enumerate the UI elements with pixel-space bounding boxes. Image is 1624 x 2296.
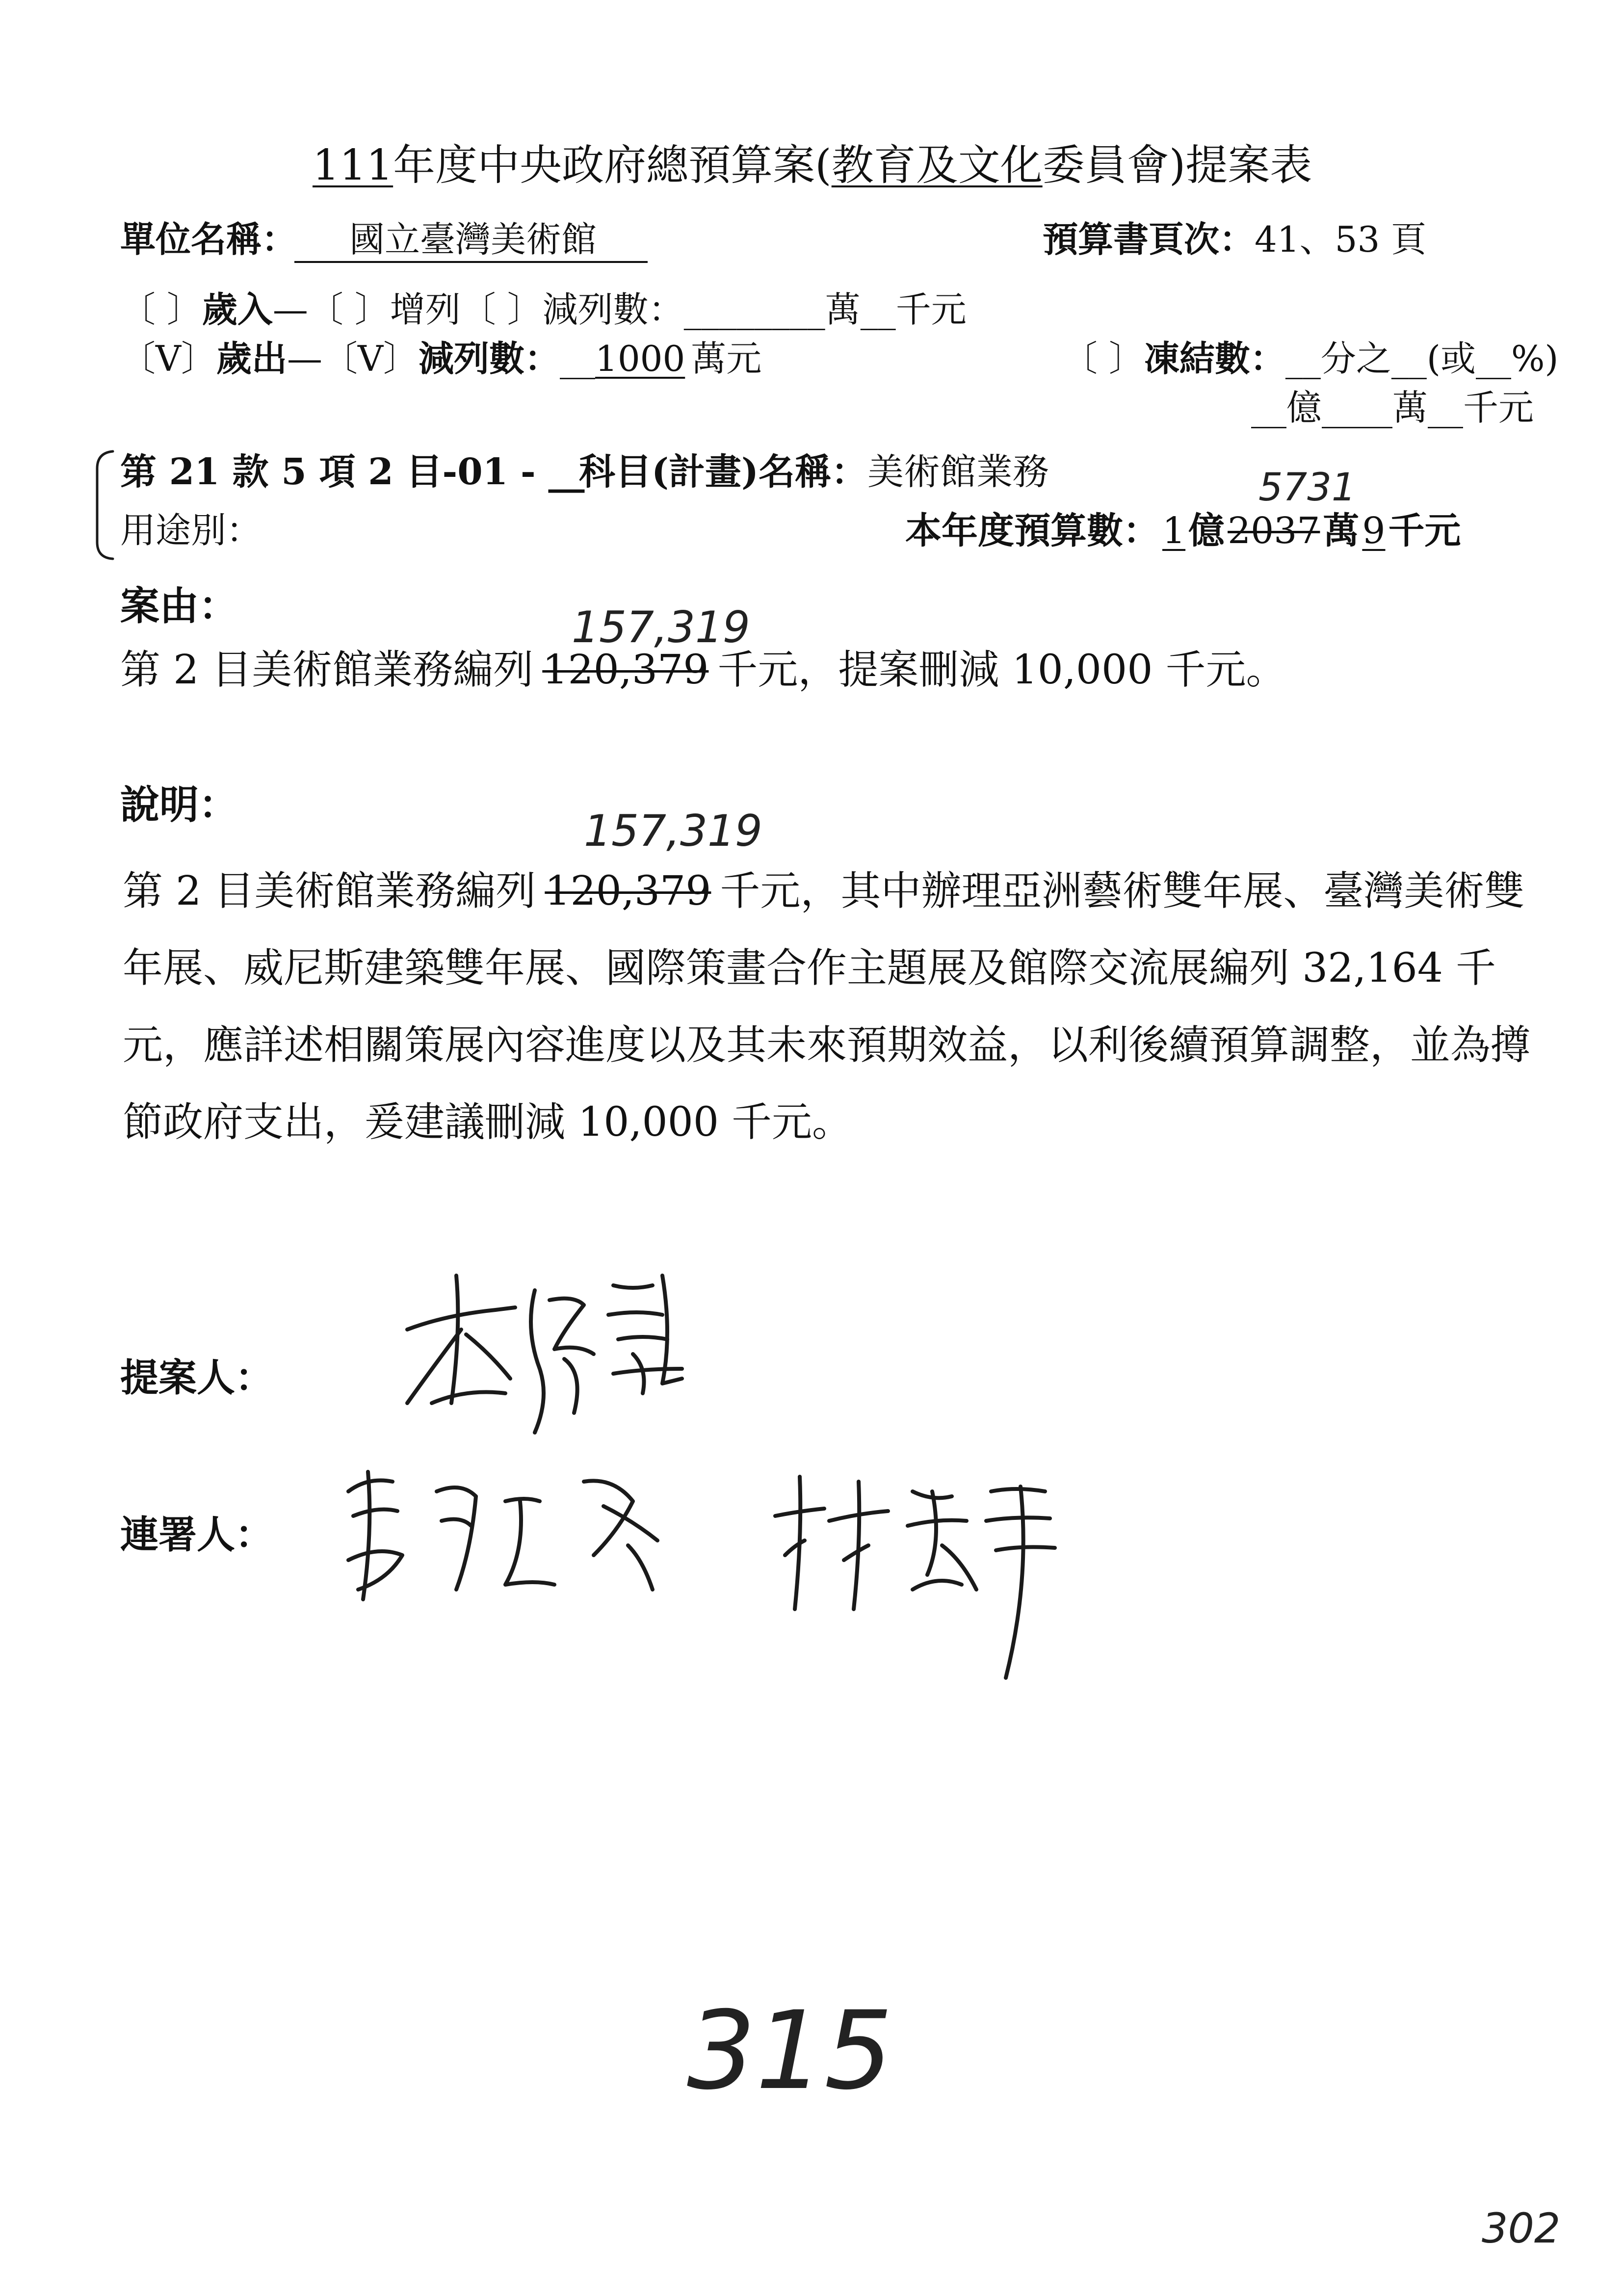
revenue-units: 萬__千元	[825, 289, 967, 330]
freeze-checkbox: 〔 〕	[1062, 338, 1144, 379]
explanation-old-amount: 120,379	[545, 868, 711, 914]
revenue-checkbox: 〔 〕	[120, 289, 202, 330]
title-text-a: 年度中央政府總預算案(	[393, 141, 832, 190]
handwritten-number-corner: 302	[1482, 2204, 1561, 2252]
reason-suffix: 千元，提案刪減 10,000 千元。	[717, 647, 1286, 693]
explanation-new-amount: 157,319	[584, 806, 762, 856]
budget-pages-label: 預算書頁次：	[1043, 218, 1255, 260]
freeze-amount-line: __億____萬__千元	[1251, 387, 1534, 428]
reduce-pad: __	[560, 338, 596, 379]
cosigners-label: 連署人：	[120, 1513, 274, 1557]
annual-budget-wan-new: 5731	[1258, 466, 1356, 510]
proposer-label: 提案人：	[120, 1356, 274, 1400]
reduce-amount: 1000	[595, 338, 685, 379]
subject-value: 美術館業務	[867, 451, 1049, 493]
cosigner-signature-2	[765, 1462, 1070, 1688]
revenue-label: 歲入	[202, 288, 273, 330]
annual-budget-wan-old: 2037	[1228, 510, 1320, 552]
annual-budget	[905, 510, 1461, 552]
reduce-units: 萬元	[691, 338, 762, 379]
unit-value: 國立臺灣美術館	[349, 219, 597, 260]
subject-label: 科目(計畫)名稱：	[579, 451, 868, 493]
budget-pages	[1043, 218, 1427, 260]
item-subject	[579, 451, 1049, 493]
freeze-text: __分之__(或__%)	[1285, 338, 1559, 379]
annual-budget-qian: 9	[1362, 510, 1386, 552]
expenditure-label: 歲出	[216, 338, 288, 379]
freeze-line	[1062, 338, 1559, 379]
explanation-body	[123, 853, 1555, 1161]
revenue-line	[120, 288, 967, 330]
handwritten-number-center: 315	[687, 1988, 893, 2113]
reason-heading: 案由：	[120, 583, 238, 629]
explanation-rest: 千元，其中辦理亞洲藝術雙年展、臺灣美術雙年展、威尼斯建築雙年展、國際策畫合作主題展及館際交流展編列 32,164 千元，應詳述相關策展內容進度以及其未來預期效益，以利後續預算調整，並為撙節政府支出，爰建議刪減 10,000 千元。	[123, 868, 1531, 1146]
usage-label: 用途別：	[120, 510, 262, 551]
reason-text	[120, 647, 1286, 693]
explanation-prefix: 第 2 目美術館業務編列	[123, 868, 536, 914]
item-bracket	[88, 449, 118, 562]
expenditure-line	[120, 338, 762, 379]
reduce-label: 減列數：	[419, 338, 560, 379]
title-text-b: 委員會)提案表	[1042, 141, 1312, 190]
reason-old-amount: 120,379	[542, 647, 709, 693]
title-committee: 教育及文化	[831, 141, 1043, 190]
annual-budget-yi: 1	[1162, 510, 1186, 552]
expenditure-checkbox: 〔V〕	[120, 338, 216, 379]
revenue-blank: ________	[683, 289, 825, 330]
budget-pages-value: 41、53 頁	[1255, 219, 1427, 260]
reason-new-amount: 157,319	[572, 602, 750, 652]
reason-prefix: 第 2 目美術館業務編列	[120, 647, 534, 693]
freeze-label: 凍結數：	[1144, 338, 1285, 379]
revenue-options: —〔 〕增列〔 〕減列數：	[272, 289, 684, 330]
item-code: 第 21 款 5 項 2 目-01 - __	[120, 451, 585, 493]
unit-label: 單位名稱：	[120, 218, 297, 260]
annual-budget-wan-unit: 萬	[1323, 510, 1360, 552]
unit-value-field	[294, 219, 648, 263]
page-title	[313, 141, 1312, 190]
title-year: 111	[313, 141, 393, 190]
annual-budget-label: 本年度預算數：	[905, 510, 1159, 552]
explanation-heading: 說明：	[120, 782, 238, 828]
proposer-signature	[388, 1256, 711, 1442]
annual-budget-qian-unit: 千元	[1388, 510, 1461, 552]
cosigner-signature-1	[339, 1462, 682, 1609]
annual-budget-yi-unit: 億	[1188, 510, 1225, 552]
expenditure-options: —〔V〕	[287, 338, 419, 379]
